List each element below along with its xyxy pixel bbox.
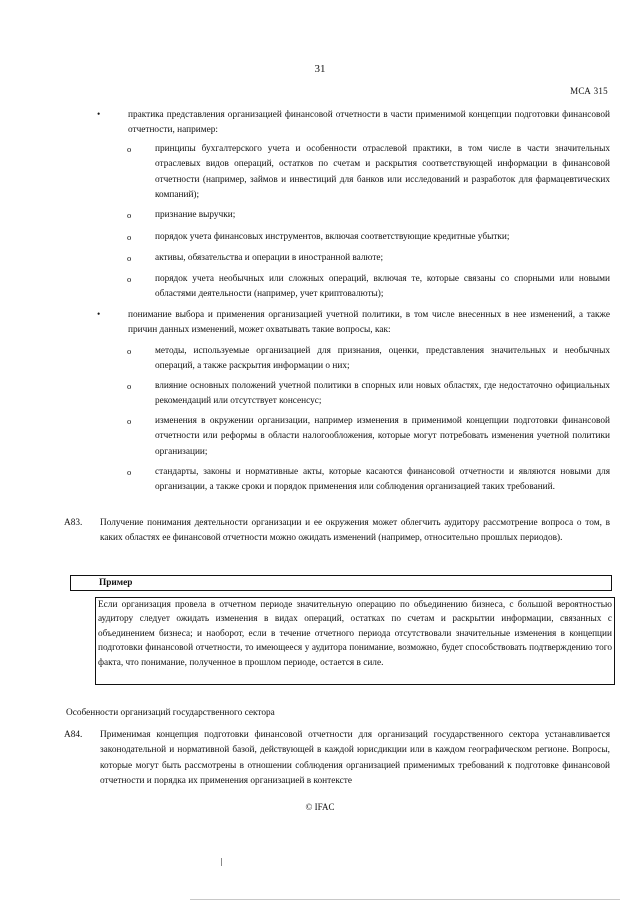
example-box — [95, 597, 615, 685]
sub-item-financial-instruments: порядок учета финансовых инструментов, включая соответствующие кредитные убытки; — [155, 232, 510, 242]
scan-mark — [221, 858, 222, 866]
sub-bullet-marker: o — [127, 210, 132, 220]
page-number: 31 — [314, 63, 326, 75]
sub-item-policy-effect: влияние основных положений учетной политики в спорных или новых областях, где недостаточно официальных рекомендаций или отсутствует консенсус; — [155, 381, 610, 407]
paragraph-a83: Получение понимания деятельности организации и ее окружения может облегчить аудитору рассмотрение вопроса о том, в каких областях ее финансовой отчетности можно ожидать изменений (например, относительно прошлых периодов). — [100, 518, 610, 544]
sub-item-unusual-transactions: порядок учета необычных или сложных операций, включая те, которые связаны со спорными или новыми областями деятельности (например, учет криптовалюты); — [155, 274, 610, 300]
section-title: Особенности организаций государственного сектора — [66, 708, 275, 718]
copyright-footer: © IFAC — [305, 802, 335, 812]
standard-code: МСА 315 — [570, 86, 608, 96]
sub-bullet-marker: o — [127, 381, 132, 391]
bullet-reporting-practice: практика представления организацией финансовой отчетности в части применимой концепции подготовки финансовой отчетности, например: — [128, 110, 610, 136]
example-heading: Пример — [99, 578, 133, 588]
sub-bullet-marker: o — [127, 467, 132, 477]
bullet-marker: • — [97, 310, 101, 320]
example-text: Если организация провела в отчетном периоде значительную операцию по объединению бизнеса, с большой вероятностью аудитору следует ожидать изменения в видах операций, остатках по счетам и раскрытии информации, связанных с объединением бизнеса; и наоборот, если в течение отчетного периода отсутствовали значительные изменения в концепции подготовки финансовой отчетности, то имеющееся у аудитора понимание, возможно, будет способствовать подтверждению того факта, что понимание, полученное в прошлом периоде, остается в силе. — [98, 600, 612, 668]
sub-bullet-marker: o — [127, 232, 132, 242]
sub-bullet-marker: o — [127, 274, 132, 284]
sub-bullet-marker: o — [127, 346, 132, 356]
bullet-marker: • — [97, 110, 101, 120]
sub-item-revenue: признание выручки; — [155, 210, 236, 220]
sub-item-accounting-principles: принципы бухгалтерского учета и особенности отраслевой практики, в том числе в части значительных отраслевых видов операций, остатков по счетам и раскрытия соответствующей информации в финансовой отчетности (например, займов и инвестиций для банков или исследований и разработок для фармацевтических компаний); — [155, 144, 610, 201]
sub-bullet-marker: o — [127, 253, 132, 263]
sub-item-foreign-currency: активы, обязательства и операции в иностранной валюте; — [155, 253, 384, 263]
sub-item-methods: методы, используемые организацией для признания, оценки, представления значительных и необычных операций, а также раскрытия информации о них; — [155, 346, 610, 372]
paragraph-number-a84: A84. — [64, 730, 83, 740]
sub-item-standards-laws: стандарты, законы и нормативные акты, которые касаются финансовой отчетности и являются новыми для организации, а также сроки и порядок применения или соблюдения организацией таких требований. — [155, 467, 610, 493]
scan-edge-line — [190, 899, 620, 900]
bullet-accounting-policy: понимание выбора и применения организацией учетной политики, в том числе внесенных в нее изменений, а также причин данных изменений, может охватывать такие вопросы, как: — [128, 310, 610, 336]
sub-bullet-marker: o — [127, 144, 132, 154]
paragraph-number-a83: A83. — [64, 518, 83, 528]
paragraph-a84: Применимая концепция подготовки финансовой отчетности для организаций государственного сектора устанавливается законодательной и нормативной базой, действующей в каждой юрисдикции или в каждом географическом регионе. Вопросы, которые могут быть рассмотрены в отношении соблюдения организацией применимых требований к подготовке финансовой отчетности и порядка их применения организацией в контексте — [100, 730, 610, 787]
sub-bullet-marker: o — [127, 416, 132, 426]
sub-item-environment-changes: изменения в окружении организации, например изменения в применимой концепции подготовки финансовой отчетности или реформы в области налогообложения, которые могут потребовать изменения учетной политики организации; — [155, 416, 610, 457]
example-heading-box — [70, 575, 612, 591]
